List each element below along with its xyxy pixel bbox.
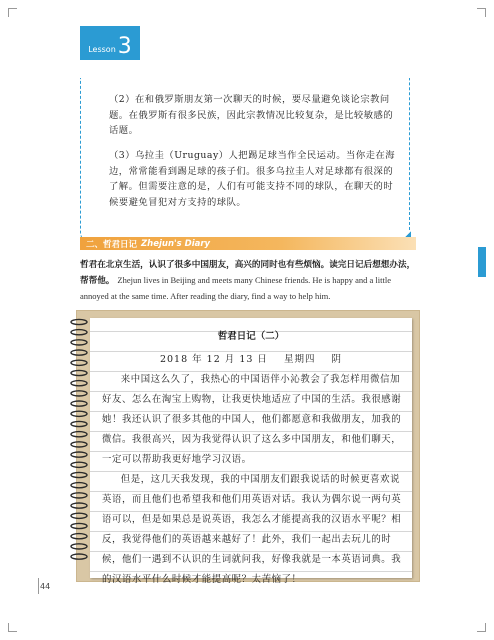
diary-weekday: 星期四 [283,354,316,365]
tip-item [109,92,399,139]
lesson-word: Lesson [88,45,116,54]
diary-body [102,370,404,590]
lesson-badge [80,26,140,60]
instruction-zh: 哲君在北京生活，认识了很多中国朋友，高兴的同时也有些烦恼。读完日记后想想办法，帮帮他。 [80,260,416,286]
page-number-rule [38,578,39,594]
tip-text: （3）乌拉圭（Uruguay）人把踢足球当作全民运动。当你走在海边，常常能看到踢足球的孩子们。很多乌拉圭人对足球都有很深的了解。但需要注意的是，人们有可能支持不同的球队，在聊天的时候要避免冒犯对方支持的球队。 [109,150,396,208]
section-title-zh: 二、哲君日记 [86,239,138,250]
page-number: 44 [40,582,51,591]
section-header [80,237,416,250]
spiral-binding-icon [68,316,90,566]
diary-weather: 阴 [331,354,343,365]
side-tab-marker [478,247,486,277]
diary-paper [90,318,412,585]
diary-paragraph: 但是，这几天我发现，我的中国朋友们跟我说话的时候更喜欢说英语，而且他们也希望我和他们用英语对话。我认为偶尔说一两句英语可以，但是如果总是说英语，我怎么才能提高我的汉语水平呢？相反，我觉得他们的英语越来越好了！此外，我们一起出去玩儿的时候，他们一遇到不认识的生词就问我，好像我就是一本英语词典。我的汉语水平什么时候才能提高呢？太苦恼了！ [102,474,402,585]
tip-text: （2）在和俄罗斯朋友第一次聊天的时候，要尽量避免谈论宗教问题。在俄罗斯有很多民族，因此宗教情况比较复杂，是比较敏感的话题。 [109,94,394,136]
diary-title: 哲君日记（二） [217,331,285,342]
crop-mark-bottom-left [8,623,17,632]
crop-mark-bottom-right [477,623,486,632]
diary-date: 2018 年 12 月 13 日 [159,354,268,365]
tips-box [80,78,410,246]
section-title-en: Zhejun's Diary [141,238,211,249]
diary-paragraph: 来中国这么久了，我热心的中国语伴小沁教会了我怎样用微信加好友、怎么在淘宝上购物，让我更快地适应了中国的生活。我很感谢她！我还认识了很多其他的中国人，他们都愿意和我做朋友，加我的微信。我很高兴，因为我觉得认识了这么多中国朋友，和他们聊天，一定可以帮助我更好地学习汉语。 [102,374,402,465]
lesson-number: 3 [117,34,132,59]
diary-notebook [76,310,420,585]
diary-date-line [90,351,412,365]
crop-mark-top-left [8,8,17,17]
instruction-en: Zhejun lives in Beijing and meets many Chinese friends. He is happy and a little annoyed at the same time. After reading the diary, find a way to help him. [80,275,391,301]
instruction [80,258,416,305]
tip-item [109,148,399,210]
crop-mark-top-right [477,8,486,17]
